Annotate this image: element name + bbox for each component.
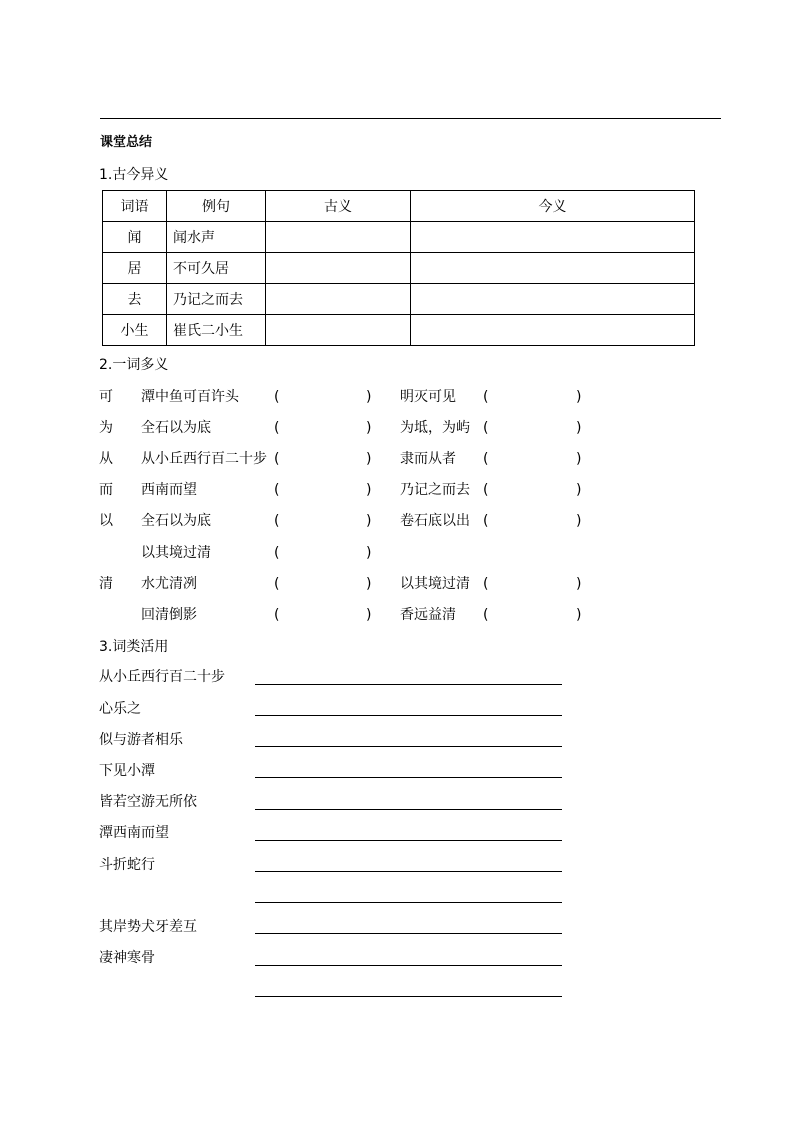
table-row — [103, 222, 695, 253]
polysemy-example-2: 明灭可见 — [400, 389, 456, 405]
header-ancient-meaning: 古义 — [266, 191, 411, 222]
polysemy-example-1: 潭中鱼可百许头 — [141, 389, 239, 405]
answer-paren-open: ( — [274, 451, 280, 467]
polysemy-char: 从 — [99, 451, 113, 467]
polysemy-char: 清 — [99, 576, 113, 592]
answer-paren-open: ( — [483, 576, 489, 592]
word-class-item: 似与游者相乐 — [99, 732, 183, 748]
answer-line[interactable] — [255, 965, 562, 966]
polysemy-row — [99, 575, 599, 595]
row-ancient-blank[interactable] — [266, 315, 411, 346]
polysemy-example-2: 乃记之而去 — [400, 482, 470, 498]
polysemy-row — [99, 512, 599, 532]
header-word: 词语 — [103, 191, 167, 222]
header-rule — [100, 118, 721, 119]
answer-paren-close: ) — [366, 545, 372, 561]
section-3-title: 3.词类活用 — [99, 639, 169, 655]
answer-line[interactable] — [255, 871, 562, 872]
row-example: 乃记之而去 — [167, 284, 266, 315]
answer-paren-close: ) — [366, 389, 372, 405]
section-1-title: 1.古今异义 — [99, 167, 169, 183]
row-ancient-blank[interactable] — [266, 222, 411, 253]
answer-line[interactable] — [255, 777, 562, 778]
ancient-modern-meaning-table — [102, 190, 695, 346]
answer-paren-open: ( — [483, 451, 489, 467]
word-class-item: 其岸势犬牙差互 — [99, 919, 197, 935]
summary-title: 课堂总结 — [100, 135, 153, 150]
row-ancient-blank[interactable] — [266, 253, 411, 284]
answer-line[interactable] — [255, 809, 562, 810]
answer-paren-open: ( — [274, 607, 280, 623]
answer-line[interactable] — [255, 933, 562, 934]
row-modern-blank[interactable] — [411, 284, 695, 315]
answer-paren-close: ) — [366, 576, 372, 592]
word-class-item: 下见小潭 — [99, 763, 155, 779]
table-row — [103, 315, 695, 346]
polysemy-char: 为 — [99, 420, 113, 436]
row-word: 闻 — [103, 222, 167, 253]
polysemy-example-2: 香远益清 — [400, 607, 456, 623]
polysemy-example-1: 全石以为底 — [141, 513, 211, 529]
polysemy-row — [99, 481, 599, 501]
row-modern-blank[interactable] — [411, 222, 695, 253]
polysemy-row — [99, 419, 599, 439]
table-row — [103, 284, 695, 315]
polysemy-example-1: 从小丘西行百二十步 — [141, 451, 267, 467]
row-word: 小生 — [103, 315, 167, 346]
answer-paren-close: ) — [576, 576, 582, 592]
polysemy-example-2: 隶而从者 — [400, 451, 456, 467]
answer-line[interactable] — [255, 840, 562, 841]
polysemy-example-2: 为坻，为屿 — [400, 420, 470, 436]
answer-paren-close: ) — [366, 482, 372, 498]
polysemy-example-1: 水尤清冽 — [141, 576, 197, 592]
polysemy-row — [99, 606, 599, 626]
answer-paren-close: ) — [576, 420, 582, 436]
answer-paren-close: ) — [366, 420, 372, 436]
table-header-row — [103, 191, 695, 222]
table-row — [103, 253, 695, 284]
polysemy-example-1: 全石以为底 — [141, 420, 211, 436]
row-modern-blank[interactable] — [411, 253, 695, 284]
polysemy-example-1: 以其境过清 — [141, 545, 211, 561]
answer-paren-open: ( — [483, 513, 489, 529]
answer-paren-close: ) — [576, 482, 582, 498]
header-example: 例句 — [167, 191, 266, 222]
word-class-item: 凄神寒骨 — [99, 950, 155, 966]
word-class-item: 斗折蛇行 — [99, 857, 155, 873]
answer-line[interactable] — [255, 902, 562, 903]
answer-paren-open: ( — [483, 420, 489, 436]
row-example: 闻水声 — [167, 222, 266, 253]
polysemy-char: 而 — [99, 482, 113, 498]
word-class-item: 从小丘西行百二十步 — [99, 669, 225, 685]
answer-paren-open: ( — [274, 513, 280, 529]
answer-paren-open: ( — [274, 420, 280, 436]
answer-line[interactable] — [255, 746, 562, 747]
polysemy-example-2: 卷石底以出 — [400, 513, 470, 529]
answer-line[interactable] — [255, 684, 562, 685]
answer-paren-close: ) — [366, 513, 372, 529]
section-2-title: 2.一词多义 — [99, 357, 169, 373]
polysemy-char: 以 — [99, 513, 113, 529]
row-example: 崔氏二小生 — [167, 315, 266, 346]
answer-paren-close: ) — [366, 607, 372, 623]
answer-line[interactable] — [255, 996, 562, 997]
answer-paren-open: ( — [483, 607, 489, 623]
answer-paren-open: ( — [483, 389, 489, 405]
answer-paren-open: ( — [483, 482, 489, 498]
polysemy-example-1: 西南而望 — [141, 482, 197, 498]
answer-paren-close: ) — [576, 607, 582, 623]
answer-paren-close: ) — [366, 451, 372, 467]
polysemy-row — [99, 450, 599, 470]
row-example: 不可久居 — [167, 253, 266, 284]
answer-paren-open: ( — [274, 389, 280, 405]
polysemy-char: 可 — [99, 389, 113, 405]
answer-paren-open: ( — [274, 482, 280, 498]
polysemy-example-1: 回清倒影 — [141, 607, 197, 623]
answer-paren-open: ( — [274, 545, 280, 561]
word-class-item: 皆若空游无所依 — [99, 794, 197, 810]
row-ancient-blank[interactable] — [266, 284, 411, 315]
word-class-item: 潭西南而望 — [99, 825, 169, 841]
polysemy-example-2: 以其境过清 — [400, 576, 470, 592]
answer-paren-open: ( — [274, 576, 280, 592]
header-modern-meaning: 今义 — [411, 191, 695, 222]
row-word: 去 — [103, 284, 167, 315]
polysemy-row — [99, 544, 599, 564]
row-modern-blank[interactable] — [411, 315, 695, 346]
answer-paren-close: ) — [576, 451, 582, 467]
answer-paren-close: ) — [576, 513, 582, 529]
word-class-item: 心乐之 — [99, 701, 141, 717]
answer-line[interactable] — [255, 715, 562, 716]
answer-paren-close: ) — [576, 389, 582, 405]
polysemy-row — [99, 388, 599, 408]
row-word: 居 — [103, 253, 167, 284]
